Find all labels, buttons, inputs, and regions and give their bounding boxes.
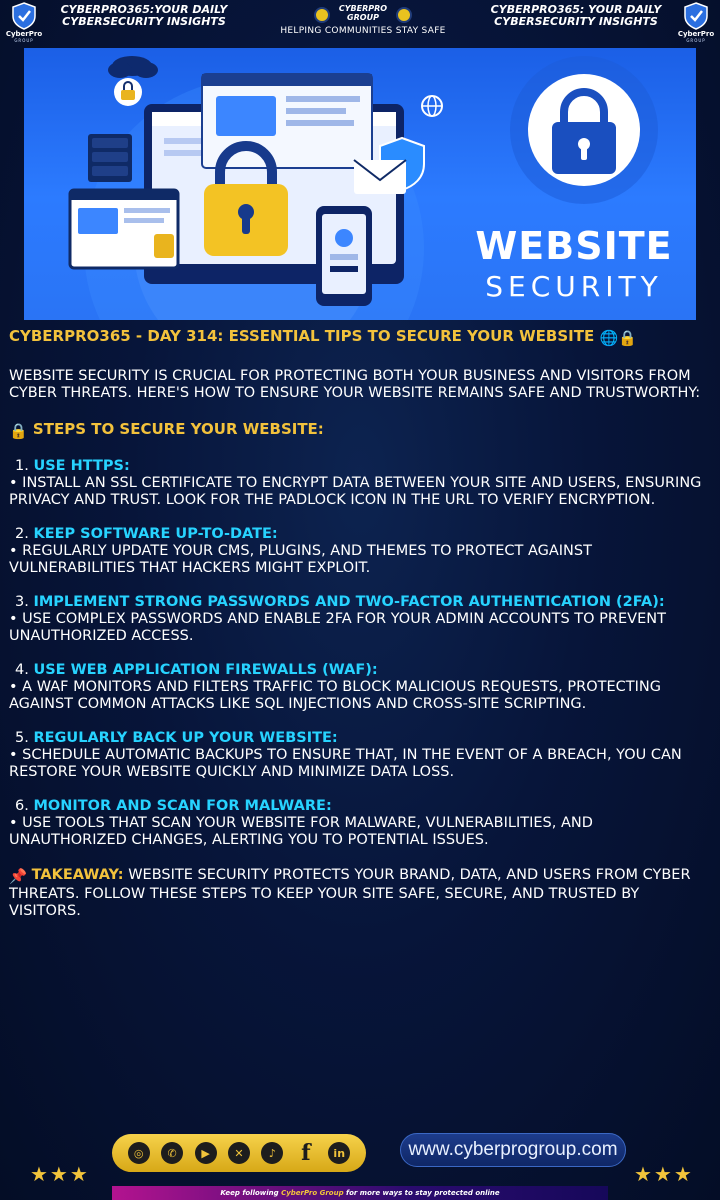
shield-icon xyxy=(683,2,709,30)
tip-item xyxy=(9,594,715,645)
logo-sub: GROUP xyxy=(14,38,34,43)
intro-paragraph: WEBSITE SECURITY IS CRUCIAL FOR PROTECTING BOTH YOUR BUSINESS AND VISITORS FROM CYBER THREATS. HERE'S HOW TO ENSURE YOUR WEBSITE REMAINS SAFE AND TRUSTWORTHY: xyxy=(9,368,701,401)
pushpin-emoji: 📌 xyxy=(9,869,28,885)
header-center xyxy=(258,4,468,36)
tagline: HELPING COMMUNITIES STAY SAFE xyxy=(280,26,446,36)
tip-title: KEEP SOFTWARE UP-TO-DATE: xyxy=(33,526,278,542)
stars-decoration: ★★★ xyxy=(634,1162,694,1186)
logo-sub: GROUP xyxy=(686,38,706,43)
tip-number: 1. xyxy=(15,458,29,474)
cyberpro-logo xyxy=(674,2,718,46)
tip-body: • INSTALL AN SSL CERTIFICATE TO ENCRYPT DATA BETWEEN YOUR SITE AND USERS, ENSURING PRIVACY AND TRUST. LOOK FOR THE PADLOCK ICON IN THE URL TO VERIFY ENCRYPTION. xyxy=(9,475,702,508)
tip-item xyxy=(9,458,715,509)
tip-title: REGULARLY BACK UP YOUR WEBSITE: xyxy=(33,730,338,746)
banner-title: WEBSITE xyxy=(475,224,673,268)
tip-body: • USE COMPLEX PASSWORDS AND ENABLE 2FA FOR YOUR ADMIN ACCOUNTS TO PREVENT UNAUTHORIZED ACCESS. xyxy=(9,611,666,644)
takeaway xyxy=(9,867,715,920)
header-title-right: CYBERPRO365: YOUR DAILY CYBERSECURITY INSIGHTS xyxy=(490,3,662,28)
hero-banner xyxy=(24,48,696,320)
section-title-text: STEPS TO SECURE YOUR WEBSITE: xyxy=(32,420,324,438)
header xyxy=(0,0,720,48)
takeaway-label: TAKEAWAY: xyxy=(31,867,124,883)
cloud-icon xyxy=(108,56,158,78)
header-title-left: CYBERPRO365:YOUR DAILY CYBERSECURITY INSIGHTS xyxy=(60,3,228,28)
linkedin-icon[interactable]: in xyxy=(328,1142,350,1164)
bottom-strip xyxy=(112,1186,608,1200)
tip-body: • USE TOOLS THAT SCAN YOUR WEBSITE FOR MALWARE, VULNERABILITIES, AND UNAUTHORIZED CHANGES, ALERTING YOU TO POTENTIAL ISSUES. xyxy=(9,815,593,848)
stars-decoration: ★★★ xyxy=(30,1162,90,1186)
strip-suffix: for more ways to stay protected online xyxy=(343,1189,500,1197)
tip-item xyxy=(9,730,715,781)
instagram-icon[interactable]: ◎ xyxy=(128,1142,150,1164)
website-url: www.cyberprogroup.com xyxy=(408,1139,618,1160)
logo-name: CyberPro xyxy=(5,30,43,38)
tip-title: USE HTTPS: xyxy=(33,458,130,474)
post-headline xyxy=(9,326,715,348)
tip-number: 2. xyxy=(15,526,29,542)
emblem-icon xyxy=(396,7,412,23)
lock-emoji: 🔒 xyxy=(9,422,28,440)
takeaway-text: WEBSITE SECURITY PROTECTS YOUR BRAND, DATA, AND USERS FROM CYBER THREATS. FOLLOW THESE STEPS TO KEEP YOUR SITE SAFE, SECURE, AND TRUSTED BY VISITORS. xyxy=(9,867,691,919)
tip-number: 3. xyxy=(15,594,29,610)
youtube-icon[interactable]: ▶ xyxy=(195,1142,217,1164)
strip-prefix: Keep following xyxy=(220,1189,282,1197)
banner-subtitle: SECURITY xyxy=(485,270,663,303)
cyberpro-logo xyxy=(2,2,46,46)
tip-number: 4. xyxy=(15,662,29,678)
strip-brand: CyberPro Group xyxy=(281,1189,344,1197)
tiktok-icon[interactable]: ♪ xyxy=(261,1142,283,1164)
website-link[interactable] xyxy=(400,1133,626,1167)
tip-item xyxy=(9,662,715,713)
tip-item xyxy=(9,798,715,849)
article-content xyxy=(9,326,715,920)
tip-body: • A WAF MONITORS AND FILTERS TRAFFIC TO BLOCK MALICIOUS REQUESTS, PROTECTING AGAINST COMMON ATTACKS LIKE SQL INJECTIONS AND CROSS-SITE SCRIPTING. xyxy=(9,679,661,712)
shield-icon xyxy=(11,2,37,30)
emblem-icon xyxy=(314,7,330,23)
tip-title: MONITOR AND SCAN FOR MALWARE: xyxy=(33,798,332,814)
group-name: CYBERPRO GROUP xyxy=(338,4,388,22)
tip-number: 5. xyxy=(15,730,29,746)
x-icon[interactable]: ✕ xyxy=(228,1142,250,1164)
tip-body: • SCHEDULE AUTOMATIC BACKUPS TO ENSURE THAT, IN THE EVENT OF A BREACH, YOU CAN RESTORE YOUR WEBSITE QUICKLY AND MINIMIZE DATA LOSS. xyxy=(9,747,682,780)
tip-item xyxy=(9,526,715,577)
logo-name: CyberPro xyxy=(677,30,715,38)
facebook-icon[interactable]: f xyxy=(301,1140,311,1166)
social-links-bar xyxy=(112,1134,366,1172)
section-title xyxy=(9,419,715,441)
tip-title: USE WEB APPLICATION FIREWALLS (WAF): xyxy=(33,662,378,678)
globe-icon xyxy=(422,96,442,116)
globe-lock-emoji: 🌐🔒 xyxy=(599,329,637,347)
tip-number: 6. xyxy=(15,798,29,814)
tip-body: • REGULARLY UPDATE YOUR CMS, PLUGINS, AND THEMES TO PROTECT AGAINST VULNERABILITIES THAT HACKERS MIGHT EXPLOIT. xyxy=(9,543,592,576)
tip-title: IMPLEMENT STRONG PASSWORDS AND TWO-FACTOR AUTHENTICATION (2FA): xyxy=(33,594,665,610)
headline-text: CYBERPRO365 - DAY 314: ESSENTIAL TIPS TO SECURE YOUR WEBSITE xyxy=(9,327,595,345)
whatsapp-icon[interactable]: ✆ xyxy=(161,1142,183,1164)
